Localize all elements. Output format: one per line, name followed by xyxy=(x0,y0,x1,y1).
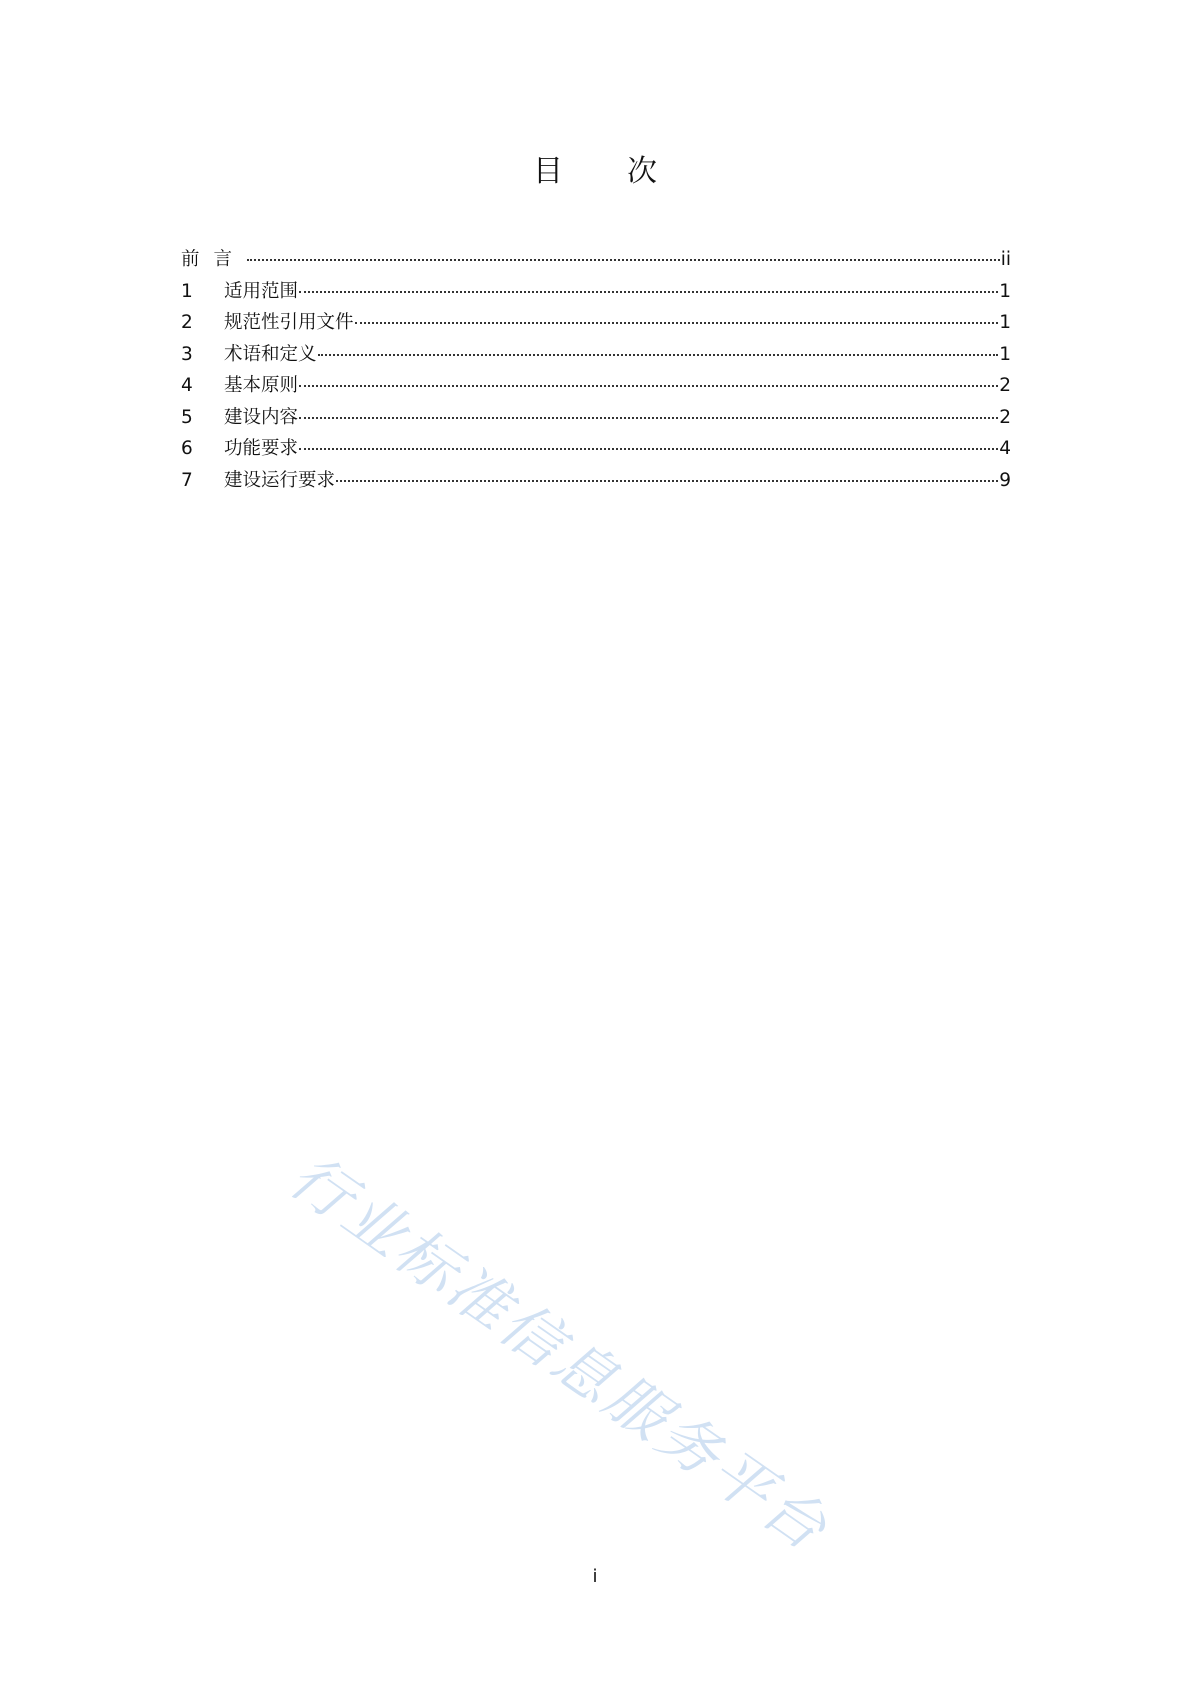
toc-entry-construction-content[interactable] xyxy=(181,402,1011,434)
toc-entry-label: 前言 xyxy=(181,249,247,270)
toc-dot-leader xyxy=(336,479,998,482)
toc-entry-number: 1 xyxy=(181,280,193,302)
toc-dot-leader xyxy=(247,258,1000,261)
toc-entry-number: 6 xyxy=(181,438,193,459)
toc-entry-page: ii xyxy=(1000,249,1011,270)
toc-dot-leader xyxy=(355,321,999,324)
toc-dot-leader xyxy=(299,416,998,419)
toc-entry-label: 规范性引用文件 xyxy=(224,312,354,333)
toc-entry-preface[interactable] xyxy=(181,244,1011,276)
toc-dot-leader xyxy=(299,290,998,293)
toc-entry-label: 功能要求 xyxy=(224,438,299,459)
toc-entry-functional-requirements[interactable] xyxy=(181,433,1011,465)
toc-entry-page: 2 xyxy=(999,375,1011,396)
table-of-contents xyxy=(181,244,1011,496)
page-number: i xyxy=(592,1566,598,1587)
toc-dot-leader xyxy=(299,447,998,450)
toc-entry-label: 建设内容 xyxy=(224,406,299,428)
toc-entry-page: 9 xyxy=(999,469,1011,491)
toc-entry-operation-requirements[interactable] xyxy=(181,465,1011,497)
toc-dot-leader xyxy=(318,353,999,356)
toc-entry-page: 1 xyxy=(999,280,1011,302)
toc-entry-label: 适用范围 xyxy=(224,280,299,302)
toc-dot-leader xyxy=(299,384,998,387)
toc-entry-number: 2 xyxy=(181,312,193,333)
toc-entry-label: 基本原则 xyxy=(224,375,299,396)
toc-entry-number: 3 xyxy=(181,343,193,365)
toc-entry-page: 2 xyxy=(999,406,1011,428)
watermark: 行业标准信息服务平台 xyxy=(277,1141,842,1566)
toc-entry-number: 7 xyxy=(181,469,193,491)
toc-entry-page: 4 xyxy=(999,438,1011,459)
page-title: 目次 xyxy=(533,154,721,189)
toc-entry-number: 4 xyxy=(181,375,193,396)
toc-entry-label: 术语和定义 xyxy=(224,343,317,365)
toc-entry-terms-definitions[interactable] xyxy=(181,339,1011,371)
toc-entry-page: 1 xyxy=(999,343,1011,365)
toc-entry-label: 建设运行要求 xyxy=(224,469,336,491)
toc-entry-normative-references[interactable] xyxy=(181,307,1011,339)
toc-entry-scope[interactable] xyxy=(181,276,1011,308)
toc-entry-number: 5 xyxy=(181,406,193,428)
toc-entry-basic-principles[interactable] xyxy=(181,370,1011,402)
toc-entry-page: 1 xyxy=(999,312,1011,333)
